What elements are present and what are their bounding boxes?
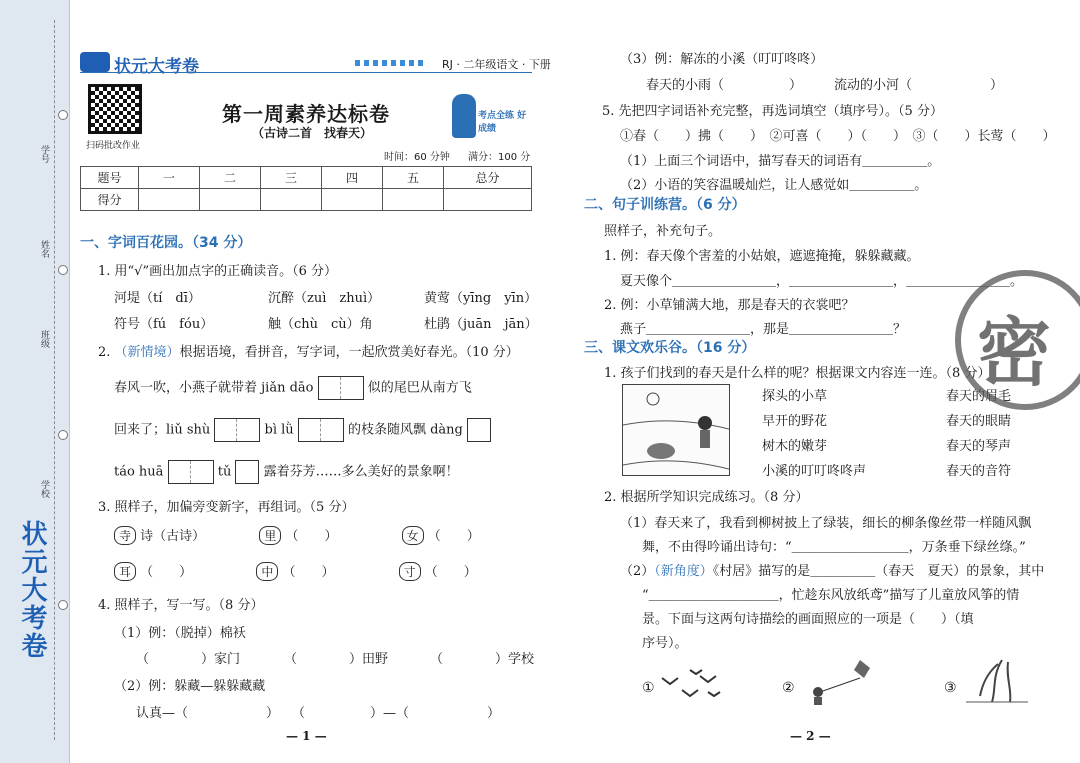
writing-box[interactable] <box>168 460 214 484</box>
new-context-tag: （新情境） <box>114 345 180 360</box>
fill-blank[interactable]: 认真—（ ） （ ）—（ ） <box>136 706 501 721</box>
pinyin-choice[interactable]: 符号（fú fóu） <box>114 317 214 332</box>
section-3-heading: 三、课文欢乐谷。（16 分） <box>584 340 756 356</box>
qr-caption: 扫码批改作业 <box>86 141 141 151</box>
score-label-cell: 得分 <box>81 189 139 211</box>
secret-stamp <box>955 260 1075 420</box>
pinyin-choice[interactable]: 河堤（tí dī） <box>114 291 201 306</box>
character-badge: 寸 <box>399 562 421 581</box>
strip-logo: 状元大考卷 <box>17 520 47 660</box>
fill-blank[interactable]: 燕子＿＿＿＿＿＿＿＿，那是＿＿＿＿＿＿＿＿？ <box>620 322 907 337</box>
pinyin-choice[interactable]: 杜鹃（juān jān） <box>424 317 538 332</box>
brand-name: 状元大考卷 <box>114 57 199 77</box>
score-input-cell[interactable] <box>200 189 261 211</box>
binding-hole <box>58 265 68 275</box>
s3-q2-2-line: 序号）。 <box>642 636 688 651</box>
score-input-cell[interactable] <box>383 189 444 211</box>
s3-question-1: 1. 孩子们找到的春天是什么样的呢？根据课文内容连一连。（8 分） <box>604 366 991 381</box>
fill-blank[interactable]: （ ）家门 <box>136 652 241 667</box>
strip-label-name: 姓名 <box>39 240 49 258</box>
question-4-2: （2）例：躲藏—躲躲藏藏 <box>114 679 266 694</box>
kite-children-picture <box>800 656 886 706</box>
r-question-5: 5. 先把四字词语补充完整，再选词填空（填序号）。（5 分） <box>602 104 943 119</box>
new-angle-tag: （新角度） <box>654 564 713 579</box>
character-badge: 女 <box>402 526 424 545</box>
match-left-item[interactable]: 树木的嫩芽 <box>762 439 828 454</box>
page-number: — 1 — <box>286 729 327 743</box>
score-input-cell[interactable] <box>322 189 383 211</box>
willow-picture <box>962 656 1032 704</box>
character-badge: 中 <box>256 562 278 581</box>
r-question-5-2[interactable]: （2）小语的笑容温暖灿烂，让人感觉如＿＿＿＿＿。 <box>620 178 928 193</box>
writing-box[interactable] <box>318 376 364 400</box>
strip-label-school: 学校 <box>39 480 49 498</box>
children-spring-illustration <box>622 384 730 476</box>
binding-hole <box>58 600 68 610</box>
writing-box[interactable] <box>467 418 491 442</box>
children-spring-drawing <box>623 385 729 475</box>
s3-q2-2-line[interactable]: （2）（新角度）《村居》描写的是＿＿＿＿＿（春天 夏天）的景象，其中 <box>620 564 1045 579</box>
radical-answer[interactable]: （ ） <box>282 565 335 580</box>
idiom-blanks[interactable]: ①春（ ）拂（ ） ②可喜（ ）（ ） ③（ ）长莺（ ） <box>620 129 1056 144</box>
question-2-line-3 <box>114 460 459 484</box>
q2-text: 似的尾巴从南方飞 <box>367 380 472 396</box>
mascot-text: 考点全练 好成绩 <box>478 111 527 134</box>
fill-blank[interactable]: （ ）学校 <box>430 652 535 667</box>
q2-text: táo huā <box>114 464 164 480</box>
section-1-heading: 一、字词百花园。（34 分） <box>80 235 252 251</box>
brand-dots <box>355 60 425 66</box>
q2-text: bì lǜ <box>264 422 294 438</box>
match-left-item[interactable]: 小溪的叮叮咚咚声 <box>762 464 867 479</box>
r-question-3-3: （3）例：解冻的小溪（叮叮咚咚） <box>620 52 824 67</box>
q2-text: 露着芬芳……多么美好的景象啊！ <box>263 464 459 480</box>
page-number: — 2 — <box>790 729 831 743</box>
edition-label: RJ · 二年级语文 · 下册 <box>442 58 551 71</box>
full-score: 满分：100 分 <box>468 152 531 163</box>
match-right-item[interactable]: 春天的眼睛 <box>946 414 1012 429</box>
s2-intro: 照样子，补充句子。 <box>604 224 722 239</box>
score-header-cell: 一 <box>139 167 200 189</box>
binding-strip <box>0 0 70 763</box>
option-label[interactable]: ② <box>782 680 795 696</box>
binding-hole <box>58 430 68 440</box>
s3-q2-2-line[interactable]: 景。下面与这两句诗描绘的画面照应的一项是（ ）（填 <box>642 612 974 627</box>
mascot-icon <box>452 94 476 138</box>
birds-picture <box>660 668 726 702</box>
radical-answer[interactable]: （ ） <box>140 565 193 580</box>
match-right-item[interactable]: 春天的音符 <box>946 464 1012 479</box>
radical-row <box>114 561 477 581</box>
page-subtitle: （古诗二首 找春天） <box>252 126 373 140</box>
binding-hole <box>58 110 68 120</box>
qr-code-icon <box>88 84 142 134</box>
score-header-cell: 总分 <box>444 167 532 189</box>
score-input-cell[interactable] <box>444 189 532 211</box>
question-2-text: 根据语境，看拼音，写字词，一起欣赏美好春光。（10 分） <box>179 345 519 360</box>
fill-blank[interactable]: （ ）田野 <box>284 652 389 667</box>
question-4: 4. 照样子，写一写。（8 分） <box>98 598 264 613</box>
score-input-cell[interactable] <box>261 189 322 211</box>
option-label[interactable]: ③ <box>944 680 957 696</box>
brand-badge-icon <box>80 52 110 72</box>
s3-question-2: 2. 根据所学知识完成练习。（8 分） <box>604 490 809 505</box>
question-1: 1. 用“√”画出加点字的正确读音。（6 分） <box>98 264 338 279</box>
score-input-cell[interactable] <box>139 189 200 211</box>
score-header-cell: 题号 <box>81 167 139 189</box>
match-left-item[interactable]: 探头的小草 <box>762 389 828 404</box>
s3-q2-2-line[interactable]: “＿＿＿＿＿＿＿＿＿＿，忙趁东风放纸鸢”描写了儿童放风筝的情 <box>642 588 1020 603</box>
cut-line <box>54 20 55 740</box>
page-title: 第一周素养达标卷 <box>222 102 390 126</box>
s3-q2-1-line: （1）春天来了，我看到柳树披上了绿装，细长的柳条像丝带一样随风飘 <box>620 516 1032 531</box>
strip-label-id: 学号 <box>39 145 49 163</box>
radical-answer: 诗（古诗） <box>140 529 206 544</box>
pinyin-choice[interactable]: 黄莺（yīng yīn） <box>424 291 538 306</box>
s3-q2-2-text: 《村居》描写的是＿＿＿＿＿（春天 夏天）的景象，其中 <box>712 564 1045 579</box>
fill-blank[interactable]: 春天的小雨（ ） <box>646 78 803 93</box>
radical-answer[interactable]: （ ） <box>424 565 477 580</box>
character-badge: 寺 <box>114 526 136 545</box>
writing-box[interactable] <box>235 460 259 484</box>
question-3: 3. 照样子，加偏旁变新字，再组词。（5 分） <box>98 500 355 515</box>
pinyin-choice[interactable]: 触（chù cù）角 <box>268 317 373 332</box>
score-header-cell: 二 <box>200 167 261 189</box>
radical-row <box>114 525 480 545</box>
match-right-item[interactable]: 春天的琴声 <box>946 439 1012 454</box>
stamp-character: 密 <box>977 310 1051 396</box>
strip-label-class: 班级 <box>39 330 49 348</box>
r-question-5-1[interactable]: （1）上面三个词语中，描写春天的词语有＿＿＿＿＿。 <box>620 154 941 169</box>
score-header-cell: 五 <box>383 167 444 189</box>
score-table <box>80 166 532 211</box>
s2-question-2: 2. 例：小草铺满大地，那是春天的衣裳吧？ <box>604 298 855 313</box>
q2-text: tǔ <box>217 464 232 480</box>
question-4-1: （1）例：（脱掉）棉袄 <box>114 626 246 641</box>
question-2: 2. （新情境）根据语境，看拼音，写字词，一起欣赏美好春光。（10 分） <box>98 345 519 360</box>
question-2-line-1 <box>114 376 472 400</box>
match-right-item[interactable]: 春天的眉毛 <box>946 389 1012 404</box>
score-header-cell: 三 <box>261 167 322 189</box>
writing-box[interactable] <box>298 418 344 442</box>
fill-blank[interactable]: 夏天像个＿＿＿＿＿＿＿＿，＿＿＿＿＿＿＿＿，＿＿＿＿＿＿＿＿。 <box>620 274 1024 289</box>
section-2-heading: 二、句子训练营。（6 分） <box>584 197 746 213</box>
q2-text: 回来了；liǔ shù <box>114 422 211 438</box>
question-2-line-2 <box>114 418 491 442</box>
character-badge: 耳 <box>114 562 136 581</box>
s3-q2-1-line[interactable]: 舞，不由得吟诵出诗句：“＿＿＿＿＿＿＿＿＿，万条垂下绿丝绦。” <box>642 540 1026 555</box>
q2-text: 的枝条随风飘 dàng <box>347 422 463 438</box>
score-header-cell: 四 <box>322 167 383 189</box>
character-badge: 里 <box>259 526 281 545</box>
header-rule <box>80 72 532 73</box>
q2-text: 春风一吹，小燕子就带着 jiǎn dāo <box>114 380 314 396</box>
match-left-item[interactable]: 早开的野花 <box>762 414 828 429</box>
s2-question-1: 1. 例：春天像个害羞的小姑娘，遮遮掩掩，躲躲藏藏。 <box>604 249 920 264</box>
option-label[interactable]: ① <box>642 680 655 696</box>
fill-blank[interactable]: 流动的小河（ ） <box>834 78 1004 93</box>
time-limit: 时间：60 分钟 <box>384 152 450 163</box>
writing-box[interactable] <box>214 418 260 442</box>
radical-answer[interactable]: （ ） <box>427 529 480 544</box>
radical-answer[interactable]: （ ） <box>285 529 338 544</box>
pinyin-choice[interactable]: 沉醉（zuì zhuì） <box>268 291 381 306</box>
